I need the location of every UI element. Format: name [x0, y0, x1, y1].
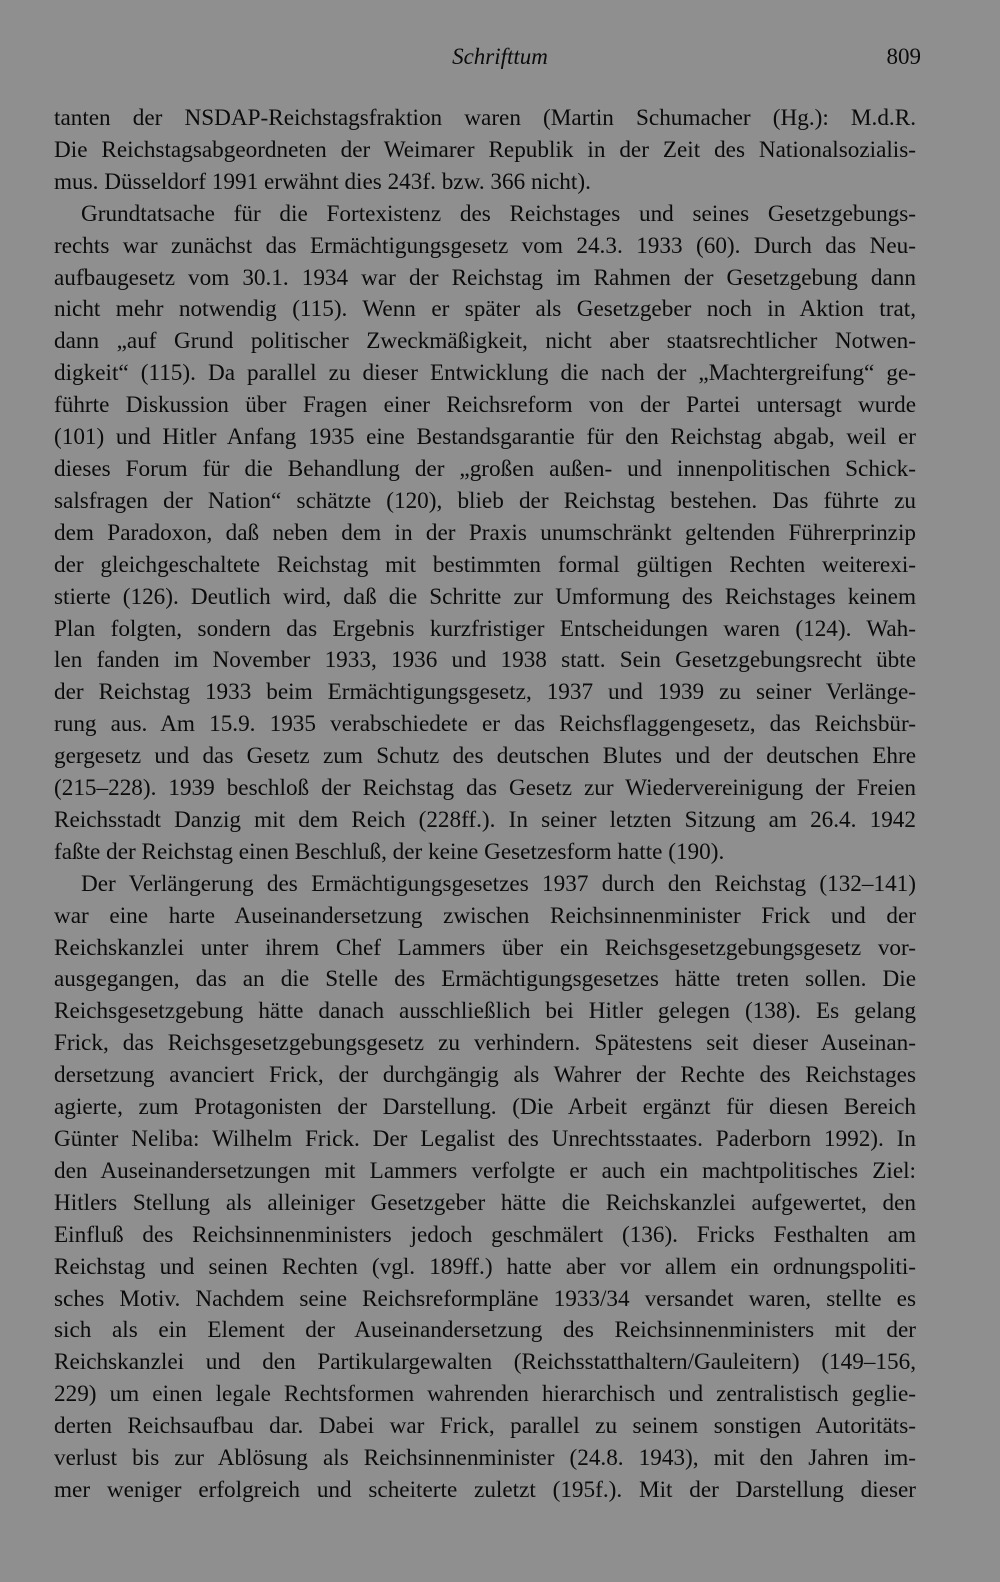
text-line: gergesetz und das Gesetz zum Schutz des deutschen Blutes und der deutschen Ehre [54, 743, 916, 770]
text-line: sich als ein Element der Auseinandersetzung des Reichsinnenministers mit der [54, 1317, 916, 1344]
text-line: dersetzung avanciert Frick, der durchgängig als Wahrer der Rechte des Reichstages [54, 1062, 916, 1089]
text-line: der Reichstag 1933 beim Ermächtigungsgesetz, 1937 und 1939 zu seiner Verlänge- [54, 679, 916, 706]
text-line: 229) um einen legale Rechtsformen wahrenden hierarchisch und zentralistisch geglie- [54, 1381, 916, 1408]
text-line: dem Paradoxon, daß neben dem in der Praxis unumschränkt geltenden Führerprinzip [54, 519, 916, 546]
text-line: aufbaugesetz vom 30.1. 1934 war der Reichstag im Rahmen der Gesetzgebung dann [54, 264, 916, 291]
text-line: nicht mehr notwendig (115). Wenn er später als Gesetzgeber noch in Aktion trat, [54, 296, 916, 323]
text-line: Plan folgten, sondern das Ergebnis kurzfristiger Entscheidungen waren (124). Wah- [54, 615, 916, 642]
text-line: verlust bis zur Ablösung als Reichsinnenminister (24.8. 1943), mit den Jahren im- [54, 1445, 916, 1472]
text-line: mer weniger erfolgreich und scheiterte zuletzt (195f.). Mit der Darstellung dieser [54, 1476, 916, 1503]
paragraph-continued [54, 103, 916, 199]
text-line: ausgegangen, das an die Stelle des Ermächtigungsgesetzes hätte treten sollen. Die [54, 966, 916, 993]
text-line: Reichsgesetzgebung hätte danach ausschließlich bei Hitler gelegen (138). Es gelang [54, 998, 916, 1025]
text-line: mus. Düsseldorf 1991 erwähnt dies 243f. bzw. 366 nicht). [54, 168, 591, 195]
text-line: den Auseinandersetzungen mit Lammers verfolgte er auch ein machtpolitisches Ziel: [54, 1157, 916, 1184]
text-line: stierte (126). Deutlich wird, daß die Schritte zur Umformung des Reichstages keinem [54, 583, 916, 610]
text-line: Frick, das Reichsgesetzgebungsgesetz zu verhindern. Spätestens seit dieser Auseinan- [54, 1030, 916, 1057]
text-line: Reichsstadt Danzig mit dem Reich (228ff.). In seiner letzten Sitzung am 26.4. 1942 [54, 806, 916, 833]
body-text [54, 103, 916, 1507]
text-line: (101) und Hitler Anfang 1935 eine Bestandsgarantie für den Reichstag abgab, weil er [54, 424, 916, 451]
text-line: rung aus. Am 15.9. 1935 verabschiedete er das Reichsflaggengesetz, das Reichsbür- [54, 711, 916, 738]
text-line: faßte der Reichstag einen Beschluß, der keine Gesetzesform hatte (190). [54, 838, 725, 865]
text-line: Der Verlängerung des Ermächtigungsgesetzes 1937 durch den Reichstag (132–141) [81, 870, 916, 897]
text-line: Grundtatsache für die Fortexistenz des Reichstages und seines Gesetzgebungs- [81, 200, 916, 227]
paragraph-reichstag-fortexistenz [54, 199, 916, 869]
text-line: (215–228). 1939 beschloß der Reichstag das Gesetz zur Wiedervereinigung der Freien [54, 775, 916, 802]
text-line: Günter Neliba: Wilhelm Frick. Der Legalist des Unrechtsstaates. Paderborn 1992). In [54, 1126, 916, 1152]
text-line: war eine harte Auseinandersetzung zwischen Reichsinnenminister Frick und der [54, 902, 916, 929]
text-line: agierte, zum Protagonisten der Darstellung. (Die Arbeit ergänzt für diesen Bereich [54, 1094, 916, 1121]
text-line: rechts war zunächst das Ermächtigungsgesetz vom 24.3. 1933 (60). Durch das Neu- [54, 232, 916, 259]
page-number: 809 [886, 44, 921, 69]
text-line: Einfluß des Reichsinnenministers jedoch geschmälert (136). Fricks Festhalten am [54, 1221, 916, 1248]
text-line: sches Motiv. Nachdem seine Reichsreformpläne 1933/34 versandet waren, stellte es [54, 1285, 916, 1312]
text-line: führte Diskussion über Fragen einer Reichsreform von der Partei untersagt wurde [54, 392, 916, 419]
text-line: der gleichgeschaltete Reichstag mit bestimmten formal gültigen Rechten weiterexi- [54, 551, 916, 578]
text-line: salsfragen der Nation“ schätzte (120), blieb der Reichstag bestehen. Das führte zu [54, 487, 916, 514]
text-line: Reichskanzlei und den Partikulargewalten (Reichsstatthaltern/Gauleitern) (149–156, [54, 1349, 916, 1376]
paragraph-ermaechtigungsgesetz [54, 869, 916, 1507]
text-line: Reichstag und seinen Rechten (vgl. 189ff.) hatte aber vor allem ein ordnungspoliti- [54, 1253, 916, 1280]
text-line: dieses Forum für die Behandlung der „großen außen- und innenpolitischen Schick- [54, 455, 916, 482]
text-line: Die Reichstagsabgeordneten der Weimarer Republik in der Zeit des Nationalsozialis- [54, 136, 916, 163]
text-line: len fanden im November 1933, 1936 und 1938 statt. Sein Gesetzgebungsrecht übte [54, 647, 916, 674]
text-line: Hitlers Stellung als alleiniger Gesetzgeber hätte die Reichskanzlei aufgewertet, den [54, 1189, 916, 1216]
text-line: Reichskanzlei unter ihrem Chef Lammers über ein Reichsgesetzgebungsgesetz vor- [54, 934, 916, 961]
running-title: Schrifttum [452, 44, 548, 69]
text-line: derten Reichsaufbau dar. Dabei war Frick, parallel zu seinem sonstigen Autoritäts- [54, 1413, 916, 1440]
text-line: tanten der NSDAP-Reichstagsfraktion waren (Martin Schumacher (Hg.): M.d.R. [54, 105, 916, 131]
text-line: dann „auf Grund politischer Zweckmäßigkeit, nicht aber staatsrechtlicher Notwen- [54, 328, 916, 355]
text-line: digkeit“ (115). Da parallel zu dieser Entwicklung die nach der „Machtergreifung“ ge- [54, 360, 916, 387]
